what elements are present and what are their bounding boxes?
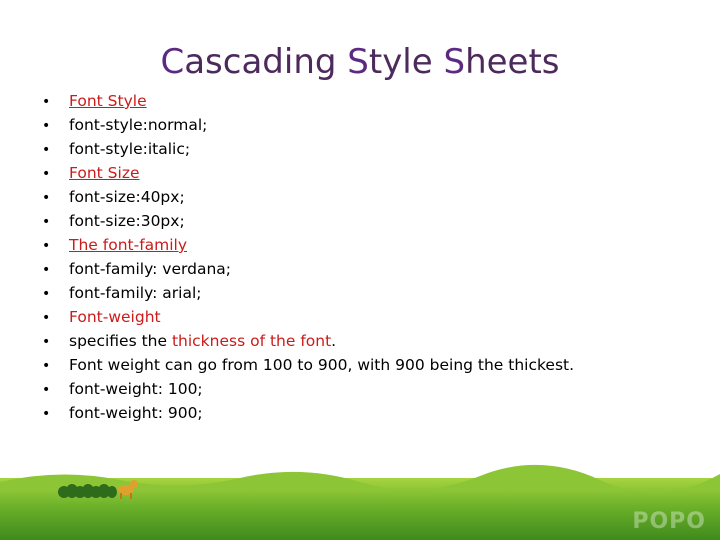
bullet-item [42,116,702,140]
bullet-icon: • [42,190,51,206]
bullet-icon: • [42,382,51,398]
bullet-icon: • [42,94,51,110]
slide-title [0,42,720,82]
bullet-item [42,188,702,212]
grass-footer [0,460,720,540]
bullet-item [42,140,702,164]
bullet-icon: • [42,406,51,422]
bullet-icon: • [42,310,51,326]
bullet-text: font-family: arial; [69,284,202,302]
bullet-item [42,236,702,260]
bullet-text: Font Style [69,92,147,110]
bullet-item [42,164,702,188]
bullet-icon: • [42,214,51,230]
bullet-icon: • [42,334,51,350]
bullet-icon: • [42,142,51,158]
bullet-item [42,308,702,332]
bullet-text: specifies the thickness of the font. [69,332,337,350]
bullet-text: font-family: verdana; [69,260,231,278]
bullet-list [42,92,702,428]
bullet-icon: • [42,238,51,254]
bullet-icon: • [42,166,51,182]
title-part: Sheets [443,42,560,82]
bullet-text: font-size:30px; [69,212,185,230]
bullet-item [42,92,702,116]
bullet-text: The font-family [69,236,188,254]
bullet-text: font-style:italic; [69,140,191,158]
bullet-text: font-size:40px; [69,188,185,206]
bullet-item [42,404,702,428]
bullet-item [42,356,702,380]
bullet-icon: • [42,262,51,278]
bullet-text: Font Size [69,164,140,182]
bullet-icon: • [42,118,51,134]
bullet-item [42,212,702,236]
bullet-icon: • [42,358,51,374]
watermark-logo: POPO [632,509,706,534]
bullet-icon: • [42,286,51,302]
bullet-item [42,284,702,308]
bullet-text: font-weight: 900; [69,404,203,422]
bullet-item [42,260,702,284]
bullet-text: Font weight can go from 100 to 900, with 900 being the thickest. [69,356,575,374]
title-part: Cascading [160,42,348,82]
bullet-item [42,332,702,356]
bullet-text: Font-weight [69,308,161,326]
bullet-text: font-style:normal; [69,116,208,134]
bullet-item [42,380,702,404]
bullet-text: font-weight: 100; [69,380,203,398]
title-part: Style [347,42,444,82]
